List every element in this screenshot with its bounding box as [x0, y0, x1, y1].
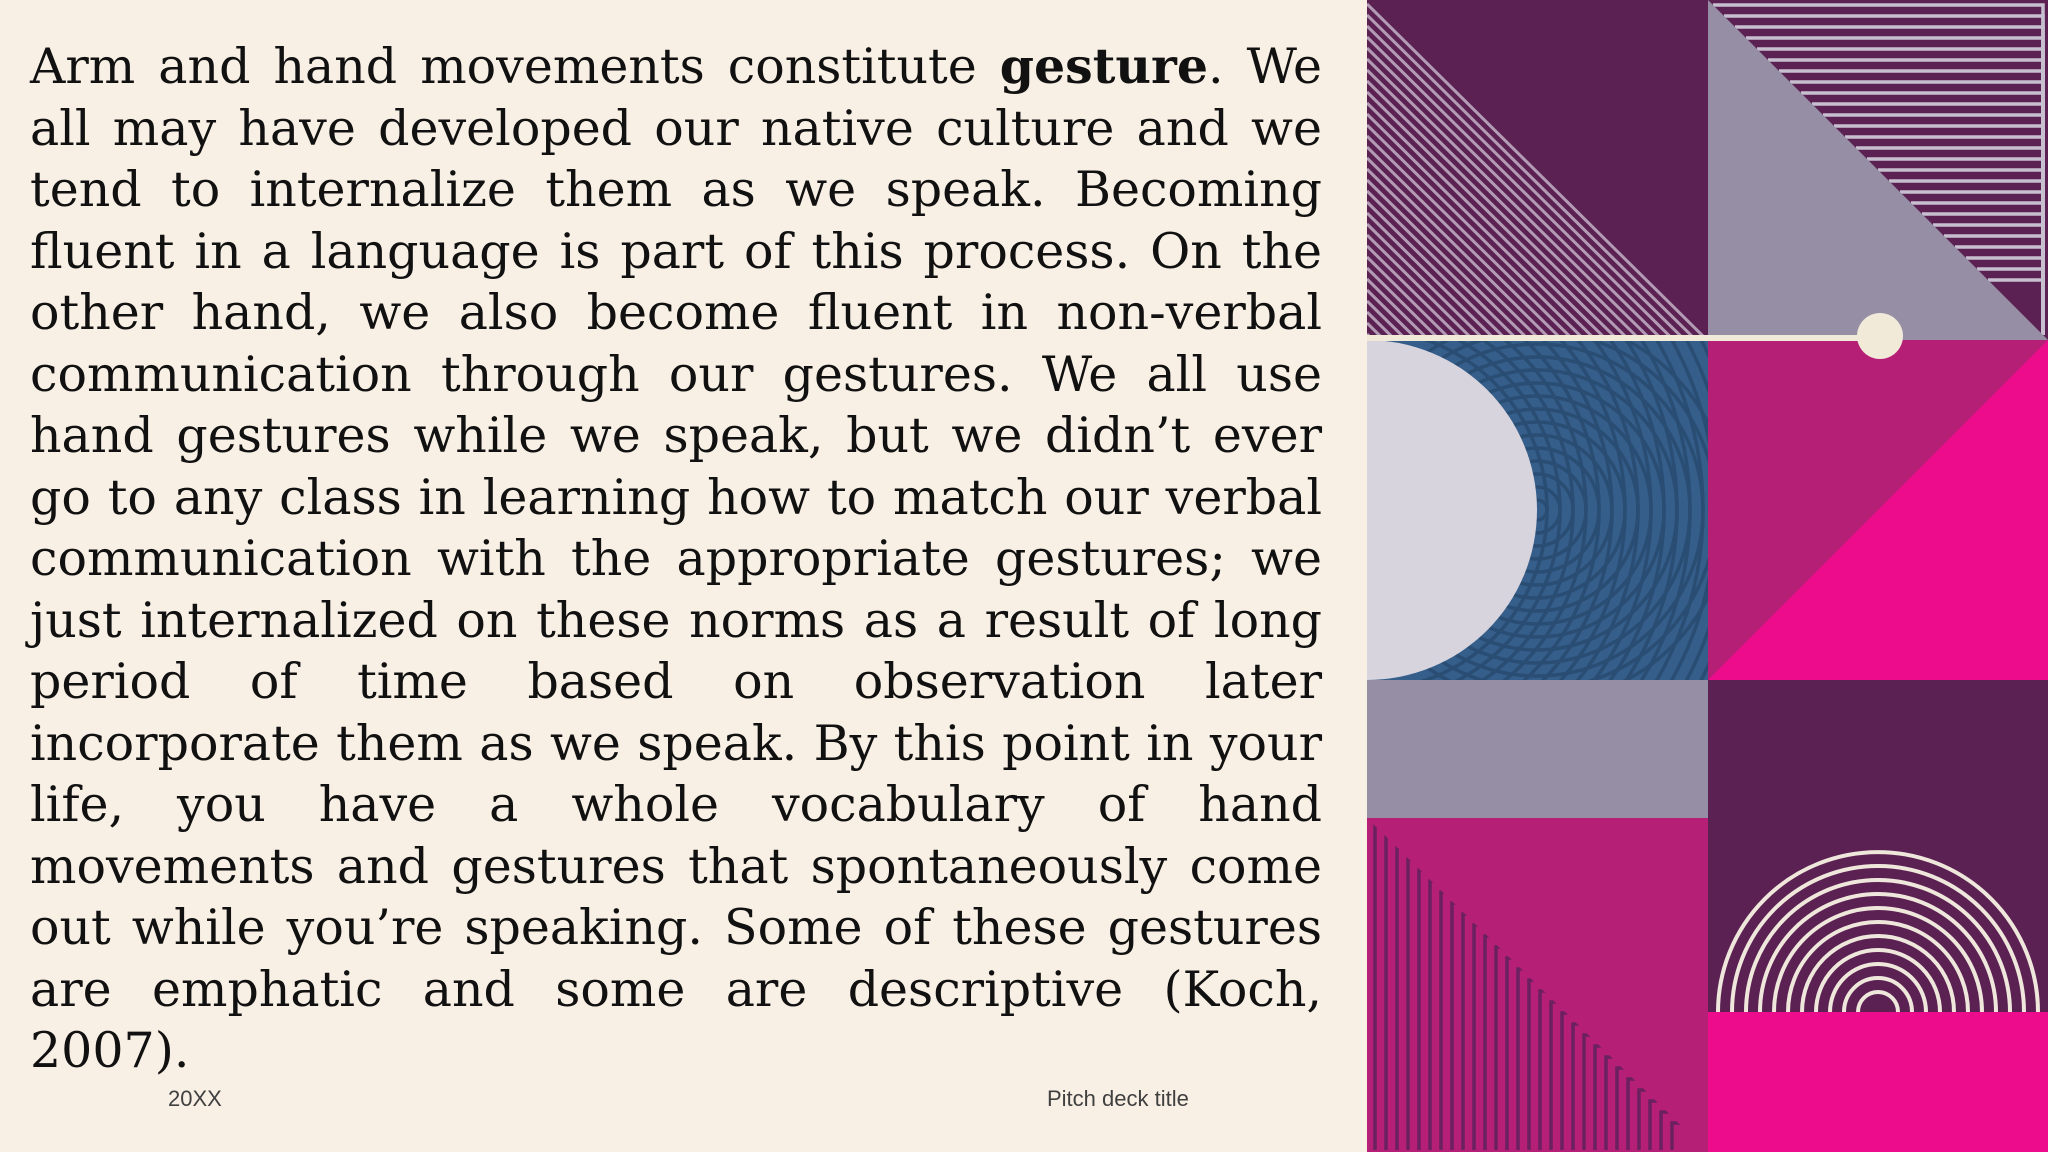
tile-magenta-footer: [1708, 1012, 2048, 1152]
body-text-keyword: gesture: [999, 37, 1209, 95]
body-text-intro: Arm and hand movements constitute: [30, 38, 1000, 95]
tile-top-right: [1708, 0, 2048, 340]
tile-bottom-left: [1367, 818, 1708, 1152]
body-text-rest: . We all may have developed our native culture and we tend to internalize them as we speak. Becoming fluent in a language is part of this process. On the other hand, we also become fluent in non-verbal communication through our gestures. We all use hand gestures while we speak, but we didn’t ever go to any class in learning how to match our verbal communication with the appropriate gestures; we just internalized on these norms as a result of long period of time based on observation later incorporate them as we speak. By this point in your life, you have a whole vocabulary of hand movements and gestures that spontaneously come out while you’re speaking. Some of these gestures are emphatic and some are descriptive (Koch, 2007).: [30, 38, 1322, 1079]
geometric-artwork: [1367, 0, 2048, 1152]
tile-middle-right: [1708, 340, 2048, 680]
connector-dot: [1857, 313, 1903, 359]
footer-date: 20XX: [168, 1086, 222, 1111]
body-text: [30, 36, 1322, 1082]
tile-mauve-band: [1367, 680, 1708, 818]
tile-bottom-right: [1708, 680, 2048, 1012]
footer-title: Pitch deck title: [1047, 1086, 1189, 1111]
